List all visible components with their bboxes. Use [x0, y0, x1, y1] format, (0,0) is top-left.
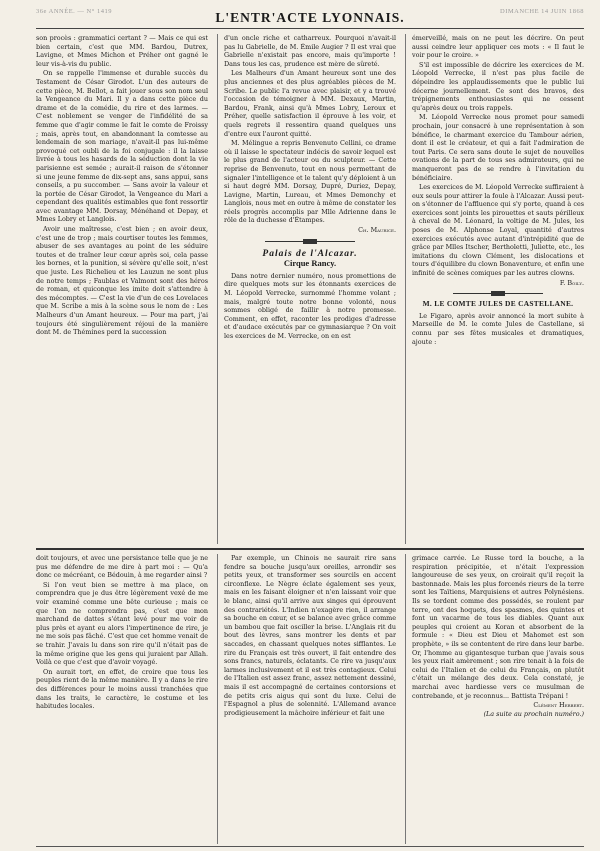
- paragraph: émerveillé, mais on ne peut les décrire. On peut aussi ceindre leur appliquer ces mots : « Il faut le voir pour le croire. »: [412, 34, 584, 60]
- paragraph: d'un oncle riche et catharreux. Pourquoi n'avait-il pas lu Gabrielle, de M. Émile Augier ? Il est vrai que Gabrielle n'existait pas encore, mais qu'importe ! Dans tous les cas, prudence est mère de sûreté.: [224, 34, 396, 68]
- signature-clement-herbert: Clément Herbert.: [533, 701, 584, 710]
- masthead: [36, 6, 584, 29]
- masthead-issue: 36e ANNÉE. — N° 1419: [36, 8, 112, 15]
- paragraph: grimace carrée. Le Russe tord la bouche, a la respiration précipitée, et n'était l'expression langoureuse de ses yeux, on croirait qu'il reçoit la bastonnade. Mais les plus forcenés rieurs de la terre sont les Taïtiens, Marquisiens et autres Polynésiens. Ils se tordent comme des possédés, se roulent par terre, ont des hoquets, des spasmes, des quintes et font un vacarme de tous les diables. Quant aux peuples qui croient au Koran et absorbent de la formule : « Dieu est Dieu et Mahomet est son prophète, » ils se contentent de rire dans leur barbe. Or, l'homme au gigantesque turban que j'avais sous les yeux riait amèrement ; son rire tenait à la fois de celui de l'Italien et de celui du Français, on plutôt c'était un mélange des deux. Cela constaté, je marchai avec hardiesse vers ce musulman de contrebande, et je reconnus... Battista Trépani !: [412, 554, 584, 700]
- signature-ch-maurice: Ch. Maurice.: [358, 226, 396, 235]
- column-divider: [405, 34, 406, 544]
- paragraph: son procès : grammatici certant ? — Mais ce qui est bien certain, c'est que MM. Bardou, Dutrex, Lavigne, et Mmes Michon et Préher ont gagné le leur vis-à-vis du public.: [36, 34, 208, 68]
- paragraph: Le Figaro, après avoir annoncé la mort subite à Marseille de M. le comte Jules de Castellane, si connu par ses fêtes musicales et dramatiques, ajoute :: [412, 311, 584, 346]
- section-title-alcazar: Palais de l'Alcazar.: [262, 248, 358, 259]
- section-title-castellane: M. LE COMTE JULES DE CASTELLANE.: [422, 299, 574, 309]
- masthead-title: L'ENTR'ACTE LYONNAIS.: [215, 10, 405, 25]
- bottom-rule: [36, 846, 584, 847]
- paragraph: Avoir une maîtresse, c'est bien ; en avoir deux, c'est une de trop ; mais courtiser toutes les femmes, abuser de ses avantages au point de les séduire toutes et de traîner leur cœur après soi, cela passe les bornes, et la punition, si sévère qu'elle soit, n'est que juste. Les Richelieu et les Lauzun ne sont plus de notre temps ; Faublas et Valmont sont des héros de roman, et quiconque les imite doit s'attendre à des mécomptes. — C'est la vie d'un de ces Lovelaces que M. Scribe a mis à la scène sous le nom de : Les Malheurs d'un Amant heureux. — Pour ma part, j'ai toujours été singulièrement réjoui de la manière dont M. de Thémines perd la succession: [36, 225, 208, 337]
- column-divider: [217, 34, 218, 544]
- paragraph: doit toujours, et avec une persistance telle que je ne pus me défendre de me dire à part moi : — Qu'a donc ce mécréant, ce Bédouin, à me regarder ainsi ?: [36, 554, 208, 580]
- feuilleton-columns: [36, 554, 584, 844]
- ornament-divider: [265, 239, 355, 244]
- feuilleton-column-2: [224, 554, 396, 844]
- masthead-date: DIMANCHE 14 JUIN 1868: [500, 8, 584, 15]
- signature-f-boily: F. Boily.: [559, 278, 584, 287]
- feuilleton-column-1: [36, 554, 208, 844]
- paragraph: On aurait tort, en effet, de croire que tous les peuples rient de la même manière. Il y a dans le rire des différences pour le moins aussi tranchées que dans les traits, le caractère, le costume et les habitudes locales.: [36, 667, 208, 711]
- paragraph: Si l'on veut bien se mettre à ma place, on comprendra que je dus être légèrement vexé de me voir examiné comme une bête curieuse ; mais ce que l'on ne comprendra pas, c'est que mon marchand de dattes s'étant levé pour me voir de plus près et ayant eu alors l'impertinence de rire, je ne me sois pas fâché. C'est que cet homme venait de se trahir. J'avais lu dans son rire qu'il n'était pas de la même origine que les gens qui juraient par Allah. Voilà ce que c'est que d'avoir voyagé.: [36, 580, 208, 667]
- paragraph: Dans notre dernier numéro, nous promettions de dire quelques mots sur les étonnants exercices de M. Léopold Verrecke, surnommé l'homme volant ; mais, malgré toute notre bonne volonté, nous sommes obligé de faillir à notre promesse. Comment, en effet, raconter les prodiges d'adresse et d'audace exécutés par ce gymnasiarque ? On voit les exercices de M. Verrecke, on en est: [224, 271, 396, 340]
- column-1: [36, 34, 208, 544]
- paragraph: M. Mélingue a repris Benvenuto Cellini, ce drame où il laisse le spectateur indécis de savoir lequel est le plus grand de l'acteur ou du sculpteur. — Cette reprise de Benvenuto, tout en nous permettant de signaler l'intelligence et le talent qu'y déploient à un si haut degré MM. Dorsay, Dupré, Duriez, Depay, Lavigne, Martin, Lureau, et Mmes Demonchy et Langlois, nous met en outre à même de constater les réels progrès accomplis par Mlle Adrienne dans le rôle de la duchesse d'Étampes.: [224, 139, 396, 225]
- paragraph: Les Malheurs d'un Amant heureux sont une des plus anciennes et des plus agréables pièces de M. Scribe. Le public l'a revue avec plaisir, et y a trouvé l'occasion de témoigner à MM. Dexaux, Martin, Bardou, Frank, ainsi qu'à Mmes Lobry, Leroux et Préher, quelle satisfaction il éprouve à les voir, et quels regrets il ressentira quand quelques uns d'entre eux l'auront quitté.: [224, 69, 396, 138]
- column-2: [224, 34, 396, 544]
- paragraph: On se rappelle l'immense et durable succès du Testament de César Girodot. L'un des auteurs de cette pièce, M. Bellot, a fait jouer sous son nom seul la Vengeance du Mari. Il y a dans cette pièce du drame et de la comédie, du rire et des larmes. — C'est noblement se venger de l'infidélité de sa femme que d'agir comme le fait le comte de Froissy ; mais, après tout, en abandonnant la comtesse au lendemain de son mariage, n'avait-il pas lui-même provoqué cet oubli de la foi conjugale : il la laisse livrée à tous les hasards de la séduction dont la vie parisienne est semée ; aurait-il raison de s'étonner si une jeune femme de dix-sept ans, sans appui, sans conseils, a pu succomber. — Sans avoir la valeur et la portée de César Girodot, la Vengeance du Mari a cependant des qualités estimables que font ressortir avec avantage MM. Dorsay, Ménéhand et Depay, et Mmes Lobry et Langlois.: [36, 69, 208, 224]
- continuation-note: (La suite au prochain numéro.): [483, 709, 584, 718]
- paragraph: Les exercices de M. Léopold Verrecke suffiraient à eux seuls pour attirer la foule à l'Alcazar. Aussi peut-on s'étonner de l'affluence qui s'y porte, quand à ces exercices sont joints les pirouettes et sauts périlleux à cheval de M. Léonard, la voltige de M. Jules, les poses de M. Alphonse Loyal, quantité d'autres exercices exécutés avec autant d'intrépidité que de grâce par Mlles Itscher, Bertholetti, Juliette, etc., les imitations du clown Clément, les dislocations et tours d'équilibre du clown Bonaventure, et enfin une infinité de scènes comiques par les autres clowns.: [412, 183, 584, 278]
- column-divider: [405, 554, 406, 844]
- section-subtitle-cirque: Cirque Rancy.: [283, 258, 337, 269]
- feuilleton-column-3: [412, 554, 584, 844]
- section-separator: [36, 548, 584, 550]
- paragraph: M. Léopold Verrecke nous promet pour samedi prochain, jour consacré à une représentation à son bénéfice, le charmant exercice du Tambour aérien, dont il est le créateur, et qui a fait l'admiration de tout Paris. Ce sera sans doute le sujet de nouvelles ovations de la part de tous ses admirateurs, qui ne manqueront pas de se rendre à l'invitation du bénéficiaire.: [412, 113, 584, 182]
- paragraph: S'il est impossible de décrire les exercices de M. Léopold Verrecke, il n'est pas plus facile de dépeindre les applaudissements que le public lui décerne journellement. Ce sont des bravos, des trépignements enthousiastes qui ne cessent qu'après deux ou trois rappels.: [412, 60, 584, 112]
- ornament-divider: [453, 291, 543, 296]
- column-3: [412, 34, 584, 544]
- paragraph: Par exemple, un Chinois ne saurait rire sans fendre sa bouche jusqu'aux oreilles, arrondir ses petits yeux, et transformer ses sourcils en accent circonflexe. Le Nègre éclate également ses yeux, mais en les faisant éloigner et n'en laissant voir que le blanc, ainsi qu'il arrive aux singes qui éprouvent des contrariétés. L'Indien n'exagère rien, il arrange sa bouche en cœur, et se balance avec grâce comme un bambou que fait osciller la brise. L'Anglais rit du bout des lèvres, sans montrer les dents et par saccades, en chassant quelques notes sifflantes. Le rire du Français est très ouvert, il fait entendre des sons francs, naturels, éclatants. Ce rire va jusqu'aux larmes inclusivement et il est très contagieux. Celui de l'Italien est assez franc, assez nettement dessiné, mais il est accompagné de certaines contorsions et de petits cris aigus qui sont du luxe. Celui de l'Espagnol a plus de solennité. L'Allemand avance prodigieusement la mâchoire inférieur et fait une: [224, 554, 396, 717]
- top-columns: [36, 34, 584, 544]
- column-divider: [217, 554, 218, 844]
